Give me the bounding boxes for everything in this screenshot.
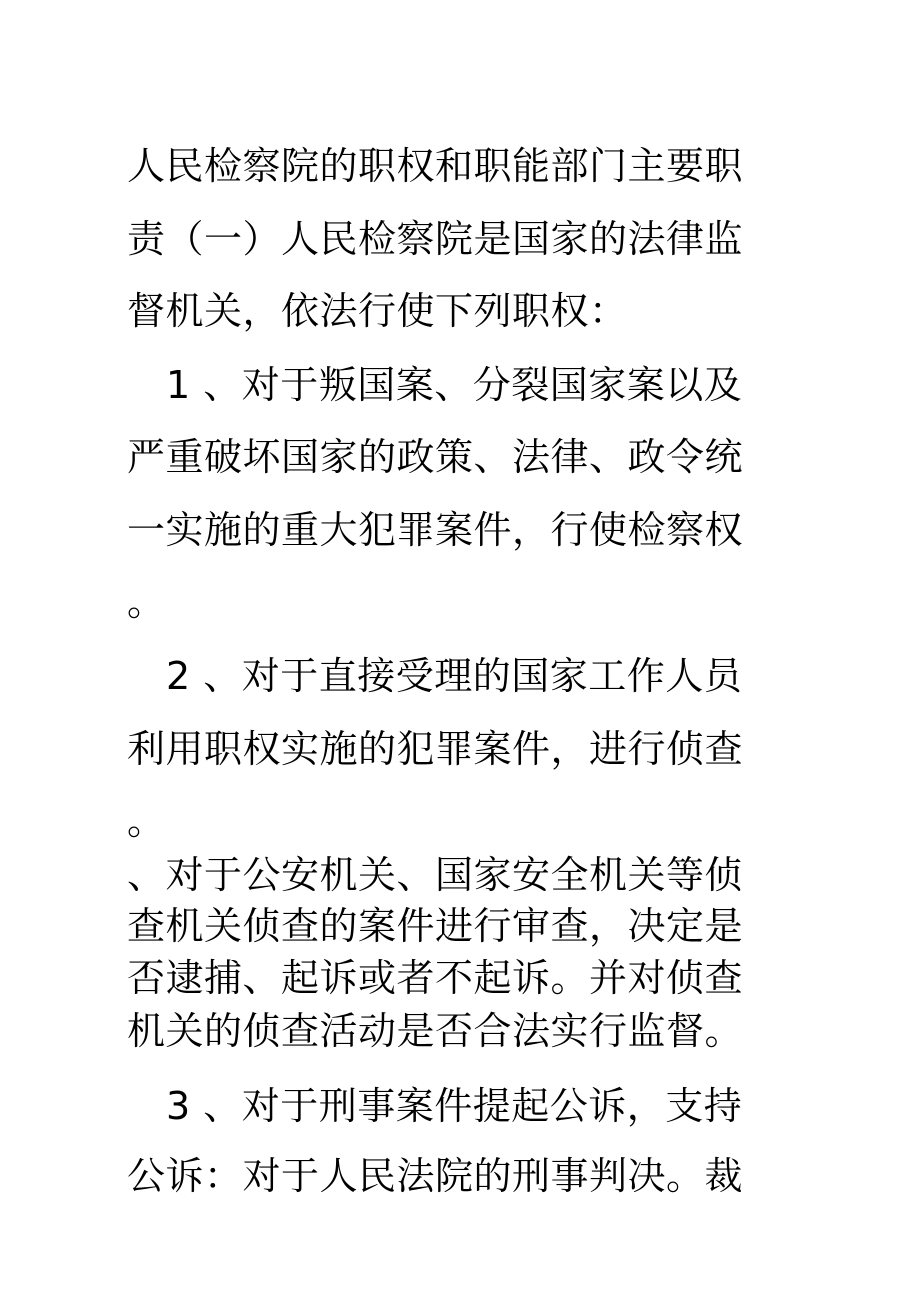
text-line: 1 、对于叛国案、分裂国家案以及	[166, 363, 743, 407]
text-line: 、对于公安机关、国家安全机关等侦	[127, 853, 744, 897]
text-line: 否逮捕、起诉或者不起诉。并对侦查	[127, 956, 744, 1000]
text-line: 督机关，依法行使下列职权：	[127, 289, 628, 333]
text-line: 利用职权实施的犯罪案件，进行侦查	[127, 727, 744, 771]
text-line: 机关的侦查活动是否合法实行监督。	[127, 1009, 744, 1053]
text-line: 一实施的重大犯罪案件，行使检察权	[127, 508, 744, 552]
text-line: 责（一）人民检察院是国家的法律监	[127, 217, 744, 261]
text-line: 。	[127, 799, 166, 843]
text-line: 2 、对于直接受理的国家工作人员	[166, 654, 743, 698]
text-line: 3 、对于刑事案件提起公诉，支持	[166, 1084, 743, 1128]
text-line: 人民检察院的职权和职能部门主要职	[127, 144, 744, 188]
text-line: 公诉：对于人民法院的刑事判决。裁	[127, 1154, 744, 1198]
text-line: 查机关侦查的案件进行审查，决定是	[127, 904, 744, 948]
text-line: 严重破坏国家的政策、法律、政令统	[127, 435, 744, 479]
text-line: 。	[127, 580, 166, 624]
